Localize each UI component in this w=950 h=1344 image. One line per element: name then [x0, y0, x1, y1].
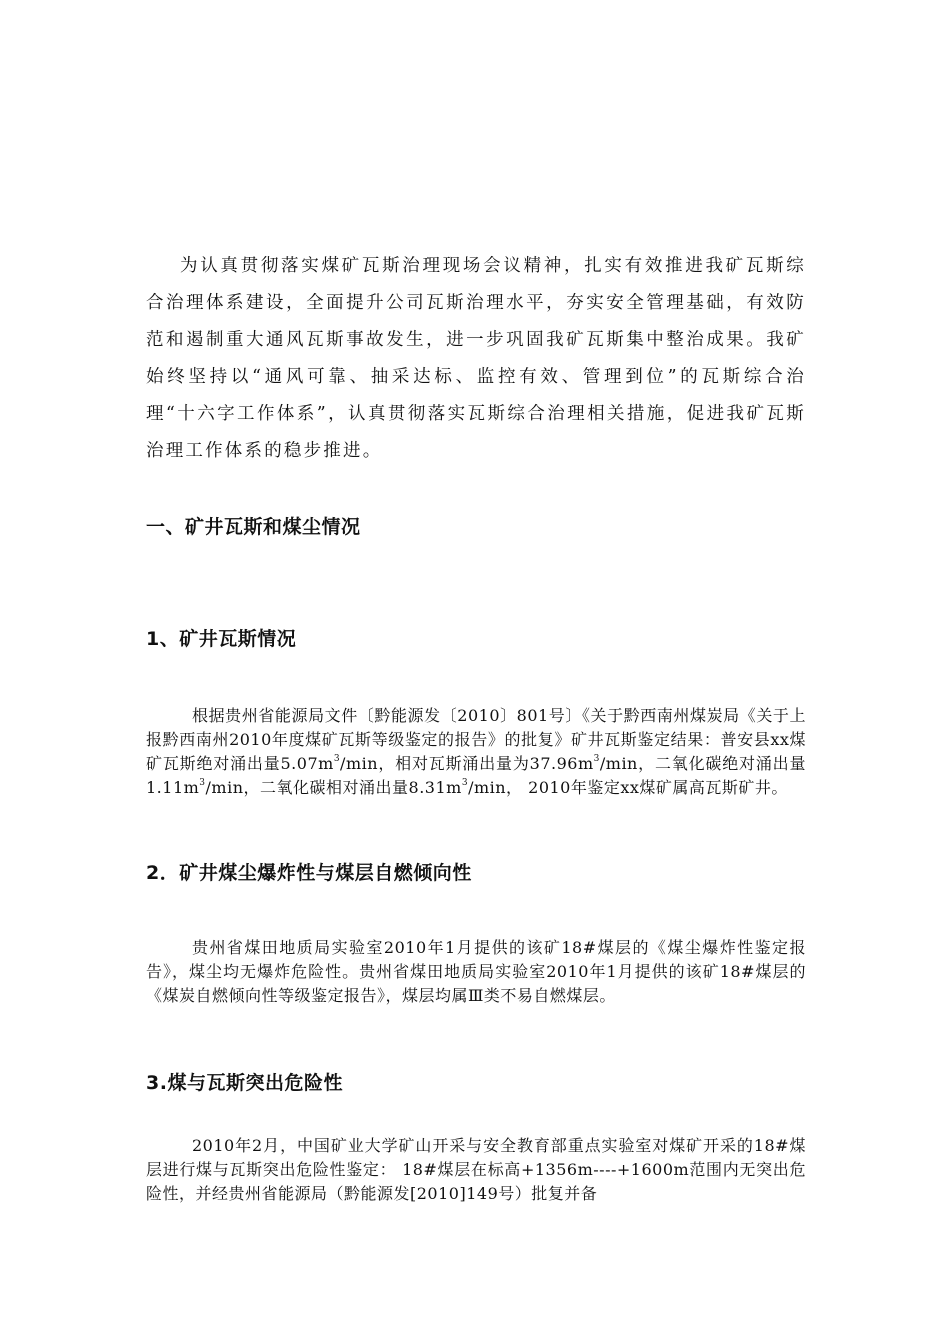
section-heading-1: 一、矿井瓦斯和煤尘情况	[146, 516, 361, 538]
superscript-3: 3	[333, 754, 341, 764]
gas-text-part-5: /min， 2010年鉴定xx煤矿属高瓦斯矿井。	[468, 778, 788, 797]
superscript-3: 3	[199, 778, 206, 788]
gas-text-part-2: /min，相对瓦斯涌出量为37.96m	[340, 754, 594, 773]
outburst-paragraph: 2010年2月，中国矿业大学矿山开采与安全教育部重点实验室对煤矿开采的18#煤层进行煤与瓦斯突出危险性鉴定： 18#煤层在标高+1356m----+1600m范围内无突出危险性，并经贵州省能源局（黔能源发[2010]149号）批复并备	[146, 1136, 806, 1203]
superscript-3: 3	[593, 754, 600, 764]
subsection-heading-2: 2．矿井煤尘爆炸性与煤层自燃倾向性	[146, 862, 472, 884]
superscript-3: 3	[461, 778, 469, 788]
gas-text-part-1: 根据贵州省能源局文件〔黔能源发〔2010〕801号〕《关于黔西南州煤炭局《关于上报黔西南州2010年度煤矿瓦斯等级鉴定的报告》的批复》矿井瓦斯鉴定结果：普安县xx煤矿瓦斯绝对涌出量5.07m	[146, 706, 806, 773]
intro-paragraph: 为认真贯彻落实煤矿瓦斯治理现场会议精神，扎实有效推进我矿瓦斯综合治理体系建设，全面提升公司瓦斯治理水平，夯实安全管理基础，有效防范和遏制重大通风瓦斯事故发生，进一步巩固我矿瓦斯集中整治成果。我矿始终坚持以“通风可靠、抽采达标、监控有效、管理到位”的瓦斯综合治理“十六字工作体系”，认真贯彻落实瓦斯综合治理相关措施，促进我矿瓦斯治理工作体系的稳步推进。	[146, 256, 806, 461]
gas-text-part-3: /min，二氧化碳绝对涌出量1.11m	[146, 754, 806, 797]
coal-dust-paragraph: 贵州省煤田地质局实验室2010年1月提供的该矿18#煤层的《煤尘爆炸性鉴定报告》，煤尘均无爆炸危险性。贵州省煤田地质局实验室2010年1月提供的该矿18#煤层的《煤炭自燃倾向性等级鉴定报告》，煤层均属Ⅲ类不易自燃煤层。	[146, 938, 806, 1005]
subsection-heading-3: 3.煤与瓦斯突出危险性	[146, 1072, 343, 1094]
gas-situation-paragraph	[146, 704, 806, 800]
subsection-heading-1: 1、矿井瓦斯情况	[146, 628, 297, 650]
gas-text-part-4: /min，二氧化碳相对涌出量8.31m	[205, 778, 462, 797]
